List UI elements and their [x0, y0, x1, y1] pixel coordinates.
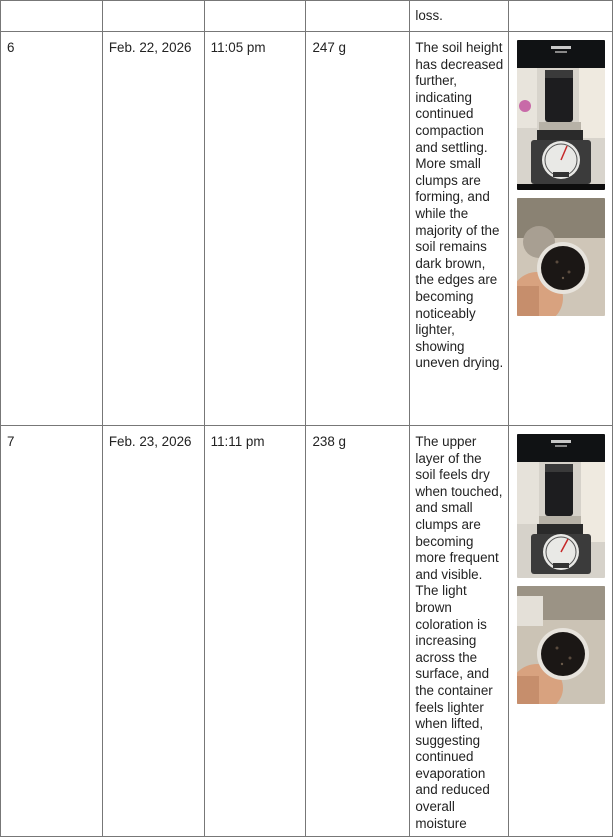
- time-cell: [204, 1, 306, 32]
- table-row: [1, 1, 613, 32]
- observation-cell: The soil height has decreased further, indicating continued compaction and settling. More small clumps are forming, and while the majority of the soil remains dark brown, the edges are becoming noticeably lighter, showing uneven drying.: [410, 32, 509, 426]
- time-cell: 11:11 pm: [204, 426, 306, 837]
- weight-cell: 247 g: [306, 32, 410, 426]
- observation-cell: The upper layer of the soil feels dry when touched, and small clumps are becoming more frequent and visible. The light brown coloration is increasing across the surface, and the container feels lighter when lifted, suggesting continued evaporation and reduced overall moisture: [410, 426, 509, 837]
- photo-cell: [509, 1, 613, 32]
- time-cell: 11:05 pm: [204, 32, 306, 426]
- scale-photo: [517, 40, 605, 190]
- day-cell: 7: [1, 426, 103, 837]
- day-cell: 6: [1, 32, 103, 426]
- observation-cell: loss.: [410, 1, 509, 32]
- hand-photo: [517, 198, 605, 316]
- scale-photo: [517, 434, 605, 578]
- date-cell: [102, 1, 204, 32]
- weight-cell: 238 g: [306, 426, 410, 837]
- date-cell: Feb. 22, 2026: [102, 32, 204, 426]
- photo-cell: [509, 426, 613, 837]
- table-row: [1, 426, 613, 837]
- table-row: [1, 32, 613, 426]
- photo-cell: [509, 32, 613, 426]
- hand-photo: [517, 586, 605, 704]
- date-cell: Feb. 23, 2026: [102, 426, 204, 837]
- day-cell: [1, 1, 103, 32]
- weight-cell: [306, 1, 410, 32]
